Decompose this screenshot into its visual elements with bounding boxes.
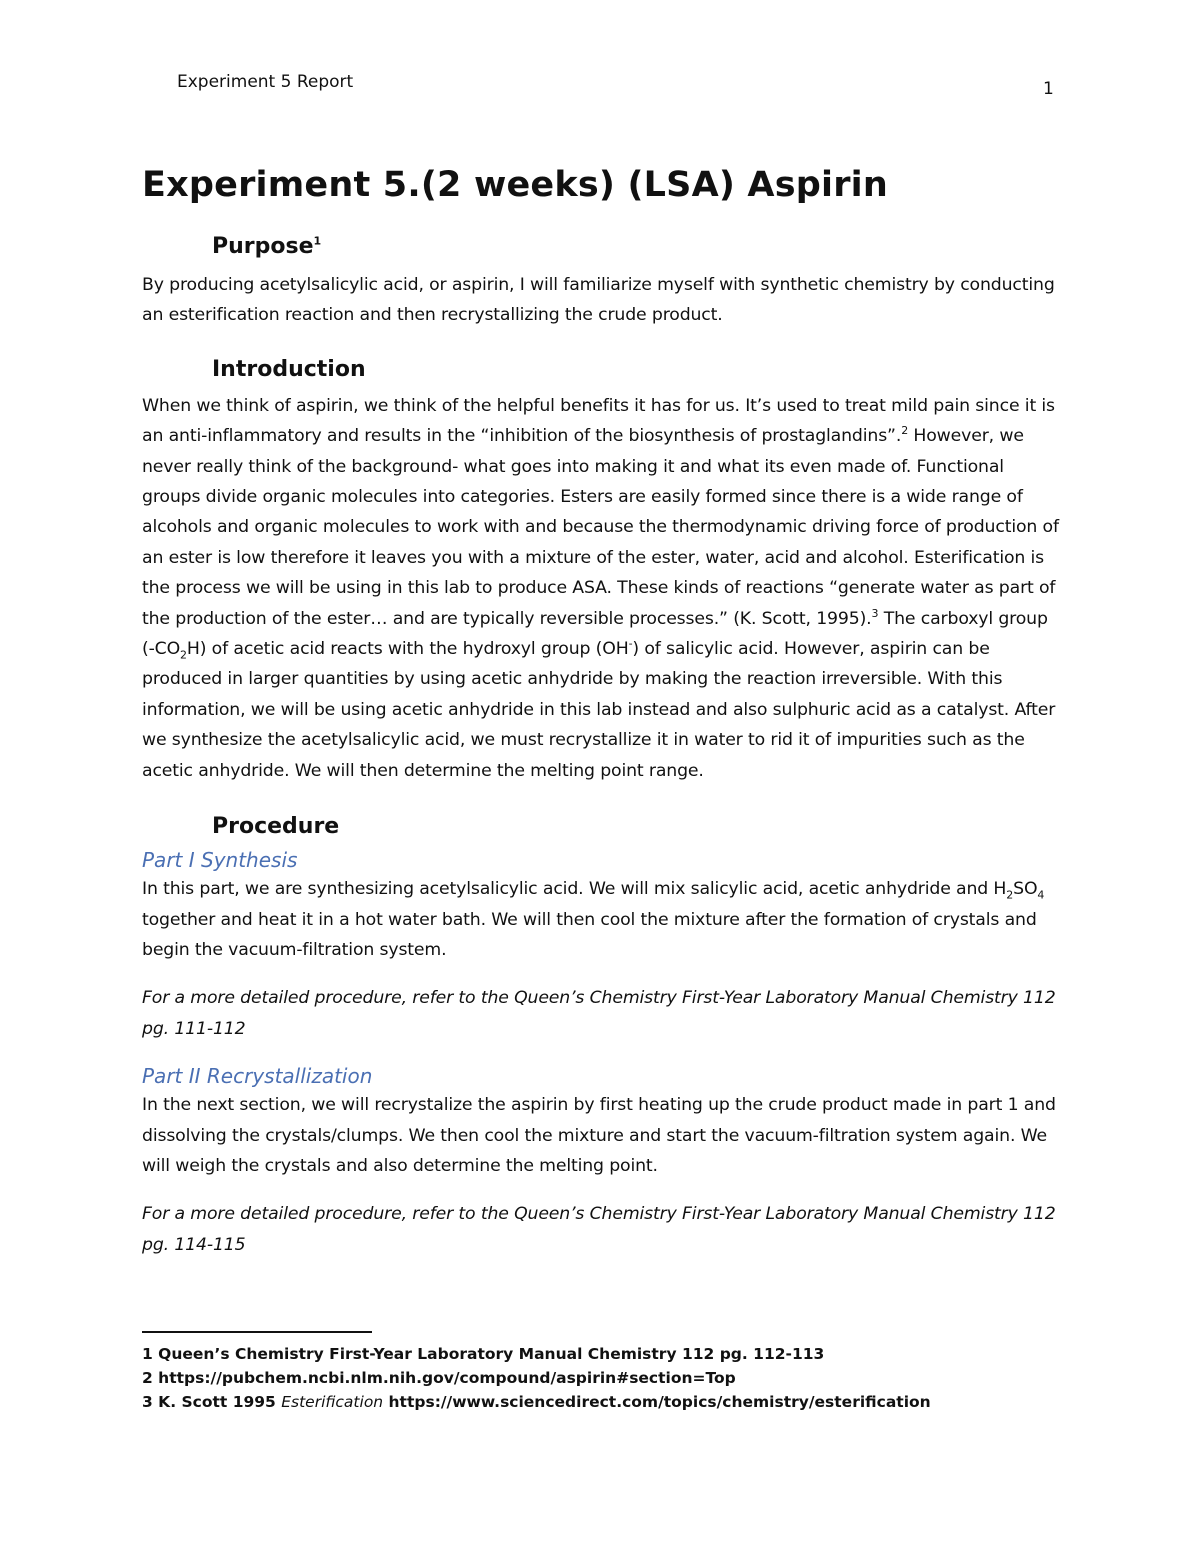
purpose-heading — [212, 232, 1062, 262]
introduction-paragraph — [142, 391, 1062, 786]
document-title: Experiment 5.(2 weeks) (LSA) Aspirin — [142, 165, 888, 205]
intro-text-5: ) of salicylic acid. However, aspirin can be produced in larger quantities by using acetic anhydride by making the reaction irreversible. With this information, we will be using acetic anhydride in this lab instead and also sulphuric acid as a catalyst. After we synthesize the acetylsalicylic acid, we must recrystallize it in water to rid it of impurities such as the acetic anhydride. We will then determine the melting point range. — [142, 639, 1056, 781]
part1-text-3: together and heat it in a hot water bath. We will then cool the mixture after the formation of crystals and begin the vacuum-filtration system. — [142, 909, 1037, 960]
h2so4-subscript-4: 4 — [1037, 888, 1045, 902]
carboxyl-subscript: 2 — [180, 648, 187, 662]
part2-paragraph: In the next section, we will recrystalize the aspirin by first heating up the crude product made in part 1 and dissolving the crystals/clumps. We then cool the mixture and start the vacuum-filtration system again. We will weigh the crystals and also determine the melting point. — [142, 1095, 1056, 1176]
footnote-3-prefix: 3 K. Scott 1995 — [142, 1393, 282, 1411]
document-body — [142, 162, 1062, 1260]
purpose-footnote-marker: 1 — [313, 234, 322, 248]
intro-text-3: The carboxyl group (-CO — [142, 608, 1048, 660]
h2so4-subscript-2: 2 — [1006, 888, 1014, 902]
footnote-2: 2 https://pubchem.ncbi.nlm.nih.gov/compound/aspirin#section=Top — [142, 1369, 736, 1387]
procedure-heading: Procedure — [212, 814, 340, 840]
intro-text-4: H) of acetic acid reacts with the hydroxyl group (OH — [186, 639, 629, 660]
footnote-separator — [142, 1331, 372, 1333]
footnote-1: 1 Queen’s Chemistry First-Year Laboratory Manual Chemistry 112 pg. 112-113 — [142, 1345, 825, 1363]
purpose-paragraph: By producing acetylsalicylic acid, or aspirin, I will familiarize myself with synthetic chemistry by conducting an esterification reaction and then recrystallizing the crude product. — [142, 275, 1055, 326]
running-header: Experiment 5 Report — [177, 72, 354, 92]
part1-heading: Part I Synthesis — [142, 848, 298, 873]
intro-text-1: When we think of aspirin, we think of the helpful benefits it has for us. It’s used to treat mild pain since it is an anti-inflammatory and results in the “inhibition of the biosynthesis of prostaglandins”. — [142, 395, 1055, 447]
part1-text-2: SO — [1013, 879, 1038, 900]
purpose-heading-text: Purpose — [212, 234, 314, 259]
part1-paragraph — [142, 874, 1062, 965]
part2-reference: For a more detailed procedure, refer to the Queen’s Chemistry First-Year Laboratory Manual Chemistry 112 pg. 114-115 — [142, 1204, 1056, 1255]
intro-footnote-marker-2: 2 — [901, 424, 909, 438]
intro-footnote-marker-3: 3 — [871, 606, 879, 620]
part1-text-1: In this part, we are synthesizing acetylsalicylic acid. We will mix salicylic acid, acetic anhydride and H — [142, 879, 1007, 900]
page-number: 1 — [1043, 79, 1054, 99]
introduction-heading: Introduction — [212, 356, 366, 382]
intro-text-2: However, we never really think of the background- what goes into making it and what its even made of. Functional groups divide organic molecules into categories. Esters are easily formed since there is a wide range of alcohols and organic molecules to work with and because the thermodynamic driving force of production of an ester is low therefore it leaves you with a mixture of the ester, water, acid and alcohol. Esterification is the process we will be using in this lab to produce ASA. These kinds of reactions “generate water as part of the production of the ester… and are typically reversible processes.” (K. Scott, 1995). — [142, 426, 1059, 629]
footnote-3 — [142, 1390, 1062, 1414]
footnotes — [142, 1342, 1062, 1414]
part2-heading: Part II Recrystallization — [142, 1064, 373, 1089]
footnote-3-title: Esterification — [281, 1393, 384, 1411]
part1-reference: For a more detailed procedure, refer to the Queen’s Chemistry First-Year Laboratory Manual Chemistry 112 pg. 111-112 — [142, 988, 1056, 1039]
hydroxyl-superscript: - — [628, 637, 633, 651]
footnote-3-url: https://www.sciencedirect.com/topics/chemistry/esterification — [383, 1393, 931, 1411]
